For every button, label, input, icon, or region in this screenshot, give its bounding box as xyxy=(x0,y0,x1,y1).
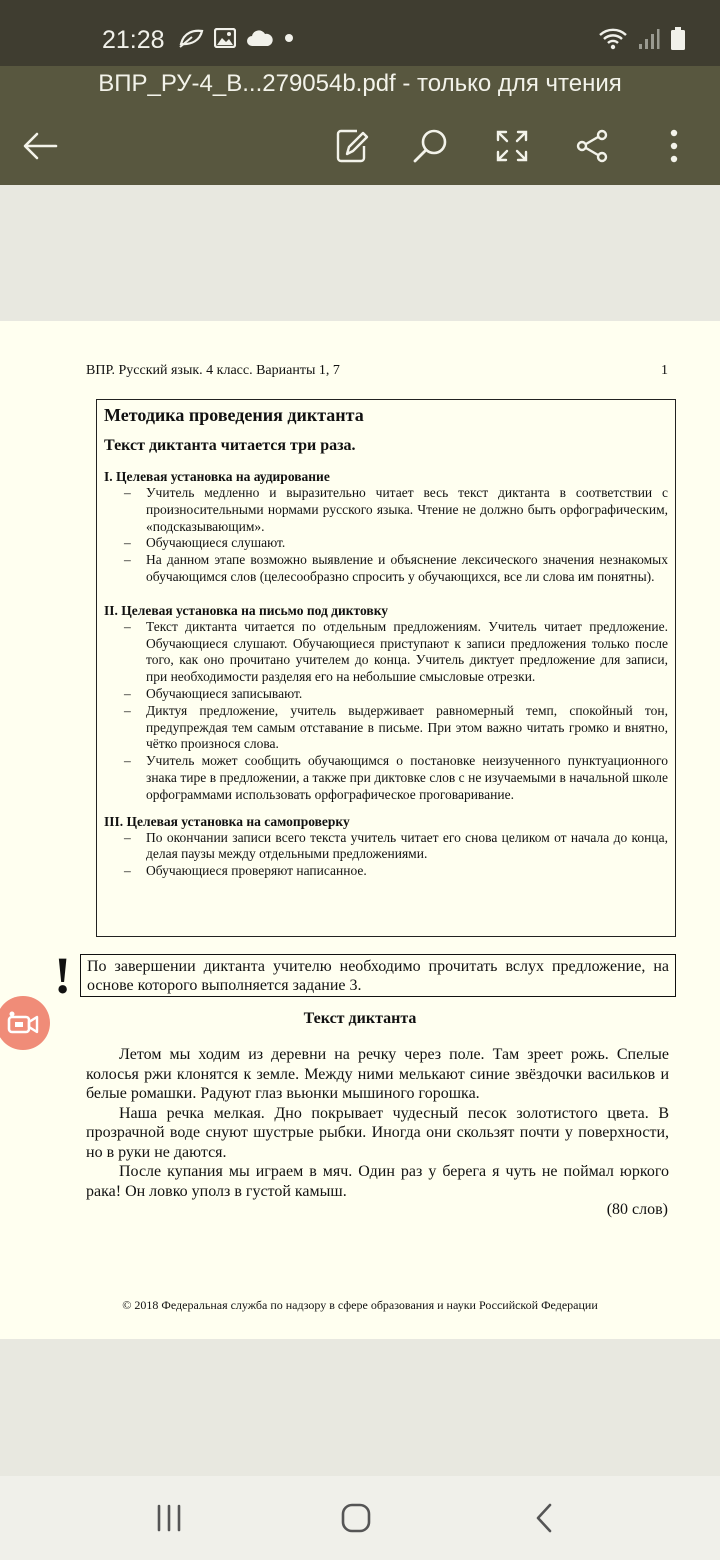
home-button[interactable] xyxy=(334,1496,378,1540)
section-title: I. Целевая установка на аудирование xyxy=(104,469,330,484)
page-number: 1 xyxy=(661,363,668,378)
list-item: – На данном этапе возможно выявление и объяснение лексического значения незнакомых обучающимся слов (целесообразно спросить у обучающихся, все ли слова им понятны). xyxy=(104,552,668,586)
list-item: – Обучающиеся слушают. xyxy=(104,535,668,552)
fullscreen-button[interactable] xyxy=(490,124,534,168)
home-icon xyxy=(340,1502,372,1534)
method-title: Методика проведения диктанта xyxy=(104,405,364,425)
dictation-text xyxy=(86,1045,669,1201)
copyright: © 2018 Федеральная служба по надзору в сфере образования и науки Российской Федерации xyxy=(122,1298,598,1312)
teacher-note: По завершении диктанта учителю необходимо прочитать вслух предложение, на основе которого выполняется задание 3. xyxy=(80,954,676,997)
list-item: – По окончании записи всего текста учитель читает его снова целиком от начала до конца, делая паузы между отдельными предложениями. xyxy=(104,830,668,864)
signal-icon xyxy=(638,28,660,50)
page-gap-bottom xyxy=(0,1339,720,1476)
battery-icon xyxy=(670,27,686,51)
navigation-bar xyxy=(0,1476,720,1560)
document-title: ВПР_РУ-4_В...279054b.pdf - только для чтения xyxy=(98,70,622,97)
recent-apps-button[interactable] xyxy=(147,1496,191,1540)
method-subtitle: Текст диктанта читается три раза. xyxy=(104,437,356,454)
status-bar xyxy=(0,0,720,66)
section-list xyxy=(104,485,668,586)
toolbar xyxy=(0,106,720,185)
list-item: – Обучающиеся записывают. xyxy=(104,686,668,703)
more-options-button[interactable] xyxy=(652,124,696,168)
share-button[interactable] xyxy=(570,124,614,168)
search-button[interactable] xyxy=(408,124,452,168)
dictation-paragraph: Наша речка мелкая. Дно покрывает чудесный песок золотистого цвета. В прозрачной воде снуют шустрые рыбки. Иногда они скользят почти у поверхности, но в руки не даются. xyxy=(86,1104,669,1161)
recent-apps-icon xyxy=(155,1504,183,1532)
edit-icon xyxy=(335,128,369,164)
nav-back-button[interactable] xyxy=(522,1496,566,1540)
list-item: – Текст диктанта читается по отдельным предложениям. Учитель читает предложение. Обучающиеся слушают. Обучающиеся приступают к записи предложения только после того, как оно прочитано учителем до конца. Учитель диктует предложение для записи, при необходимости разделяя его на небольшие смысловые отрезки. xyxy=(104,619,668,686)
section-list xyxy=(104,619,668,804)
back-button[interactable] xyxy=(18,124,62,168)
section-title: III. Целевая установка на самопроверку xyxy=(104,813,350,829)
share-icon xyxy=(575,129,609,163)
leaf-icon xyxy=(178,28,204,48)
dictation-paragraph: Летом мы ходим из деревни на речку через поле. Там зреет рожь. Спелые колосья ржи клонятся к земле. Между ними мелькают синие звёздочки васильков и белые ромашки. Радуют глаз вьюнки мышиного горошка. xyxy=(86,1046,669,1102)
section-title: II. Целевая установка на письмо под диктовку xyxy=(104,602,389,618)
page-header: ВПР. Русский язык. 4 класс. Варианты 1, 7 xyxy=(86,363,340,378)
search-icon xyxy=(412,128,448,164)
app-title-bar xyxy=(0,66,720,106)
image-icon xyxy=(214,28,236,48)
dictation-paragraph: После купания мы играем в мяч. Один раз у берега я чуть не поймал юркого рака! Он ловко уполз в густой камыш. xyxy=(86,1163,669,1200)
dictation-title: Текст диктанта xyxy=(303,1010,417,1027)
status-system-icons xyxy=(598,27,686,51)
status-notification-icons xyxy=(178,28,294,48)
edit-button[interactable] xyxy=(330,124,374,168)
section-list xyxy=(104,830,668,880)
video-camera-icon xyxy=(6,1010,40,1036)
back-arrow-icon xyxy=(22,131,58,161)
list-item: – Учитель может сообщить обучающимся о постановке неизученного пунктуационного знака тире в предложении, а также при диктовке слов с не изучаемыми в начальной школе орфограммами использовать орфографическое проговаривание. xyxy=(104,753,668,803)
method-box xyxy=(96,399,676,937)
word-count: (80 слов) xyxy=(606,1201,668,1218)
wifi-icon xyxy=(598,27,628,51)
list-item: – Диктуя предложение, учитель выдерживает равномерный темп, спокойный тон, предупреждая тем самым отставание в письме. При этом важно читать громко и внятно, чётко произнося слова. xyxy=(104,703,668,753)
fullscreen-icon xyxy=(495,129,529,163)
dot-icon xyxy=(284,33,294,43)
exclamation-icon: ! xyxy=(54,948,72,1005)
list-item: – Обучающиеся проверяют написанное. xyxy=(104,863,668,880)
nav-back-icon xyxy=(532,1502,556,1534)
page-gap-top xyxy=(0,185,720,321)
pdf-page[interactable] xyxy=(0,321,720,1339)
more-icon xyxy=(669,129,679,163)
status-time: 21:28 xyxy=(102,26,165,54)
cloud-icon xyxy=(246,29,274,47)
list-item: – Учитель медленно и выразительно читает весь текст диктанта в соответствии с произносительными нормами русского языка. Чтение не должно быть орфографическим, «подсказывающим». xyxy=(104,485,668,535)
